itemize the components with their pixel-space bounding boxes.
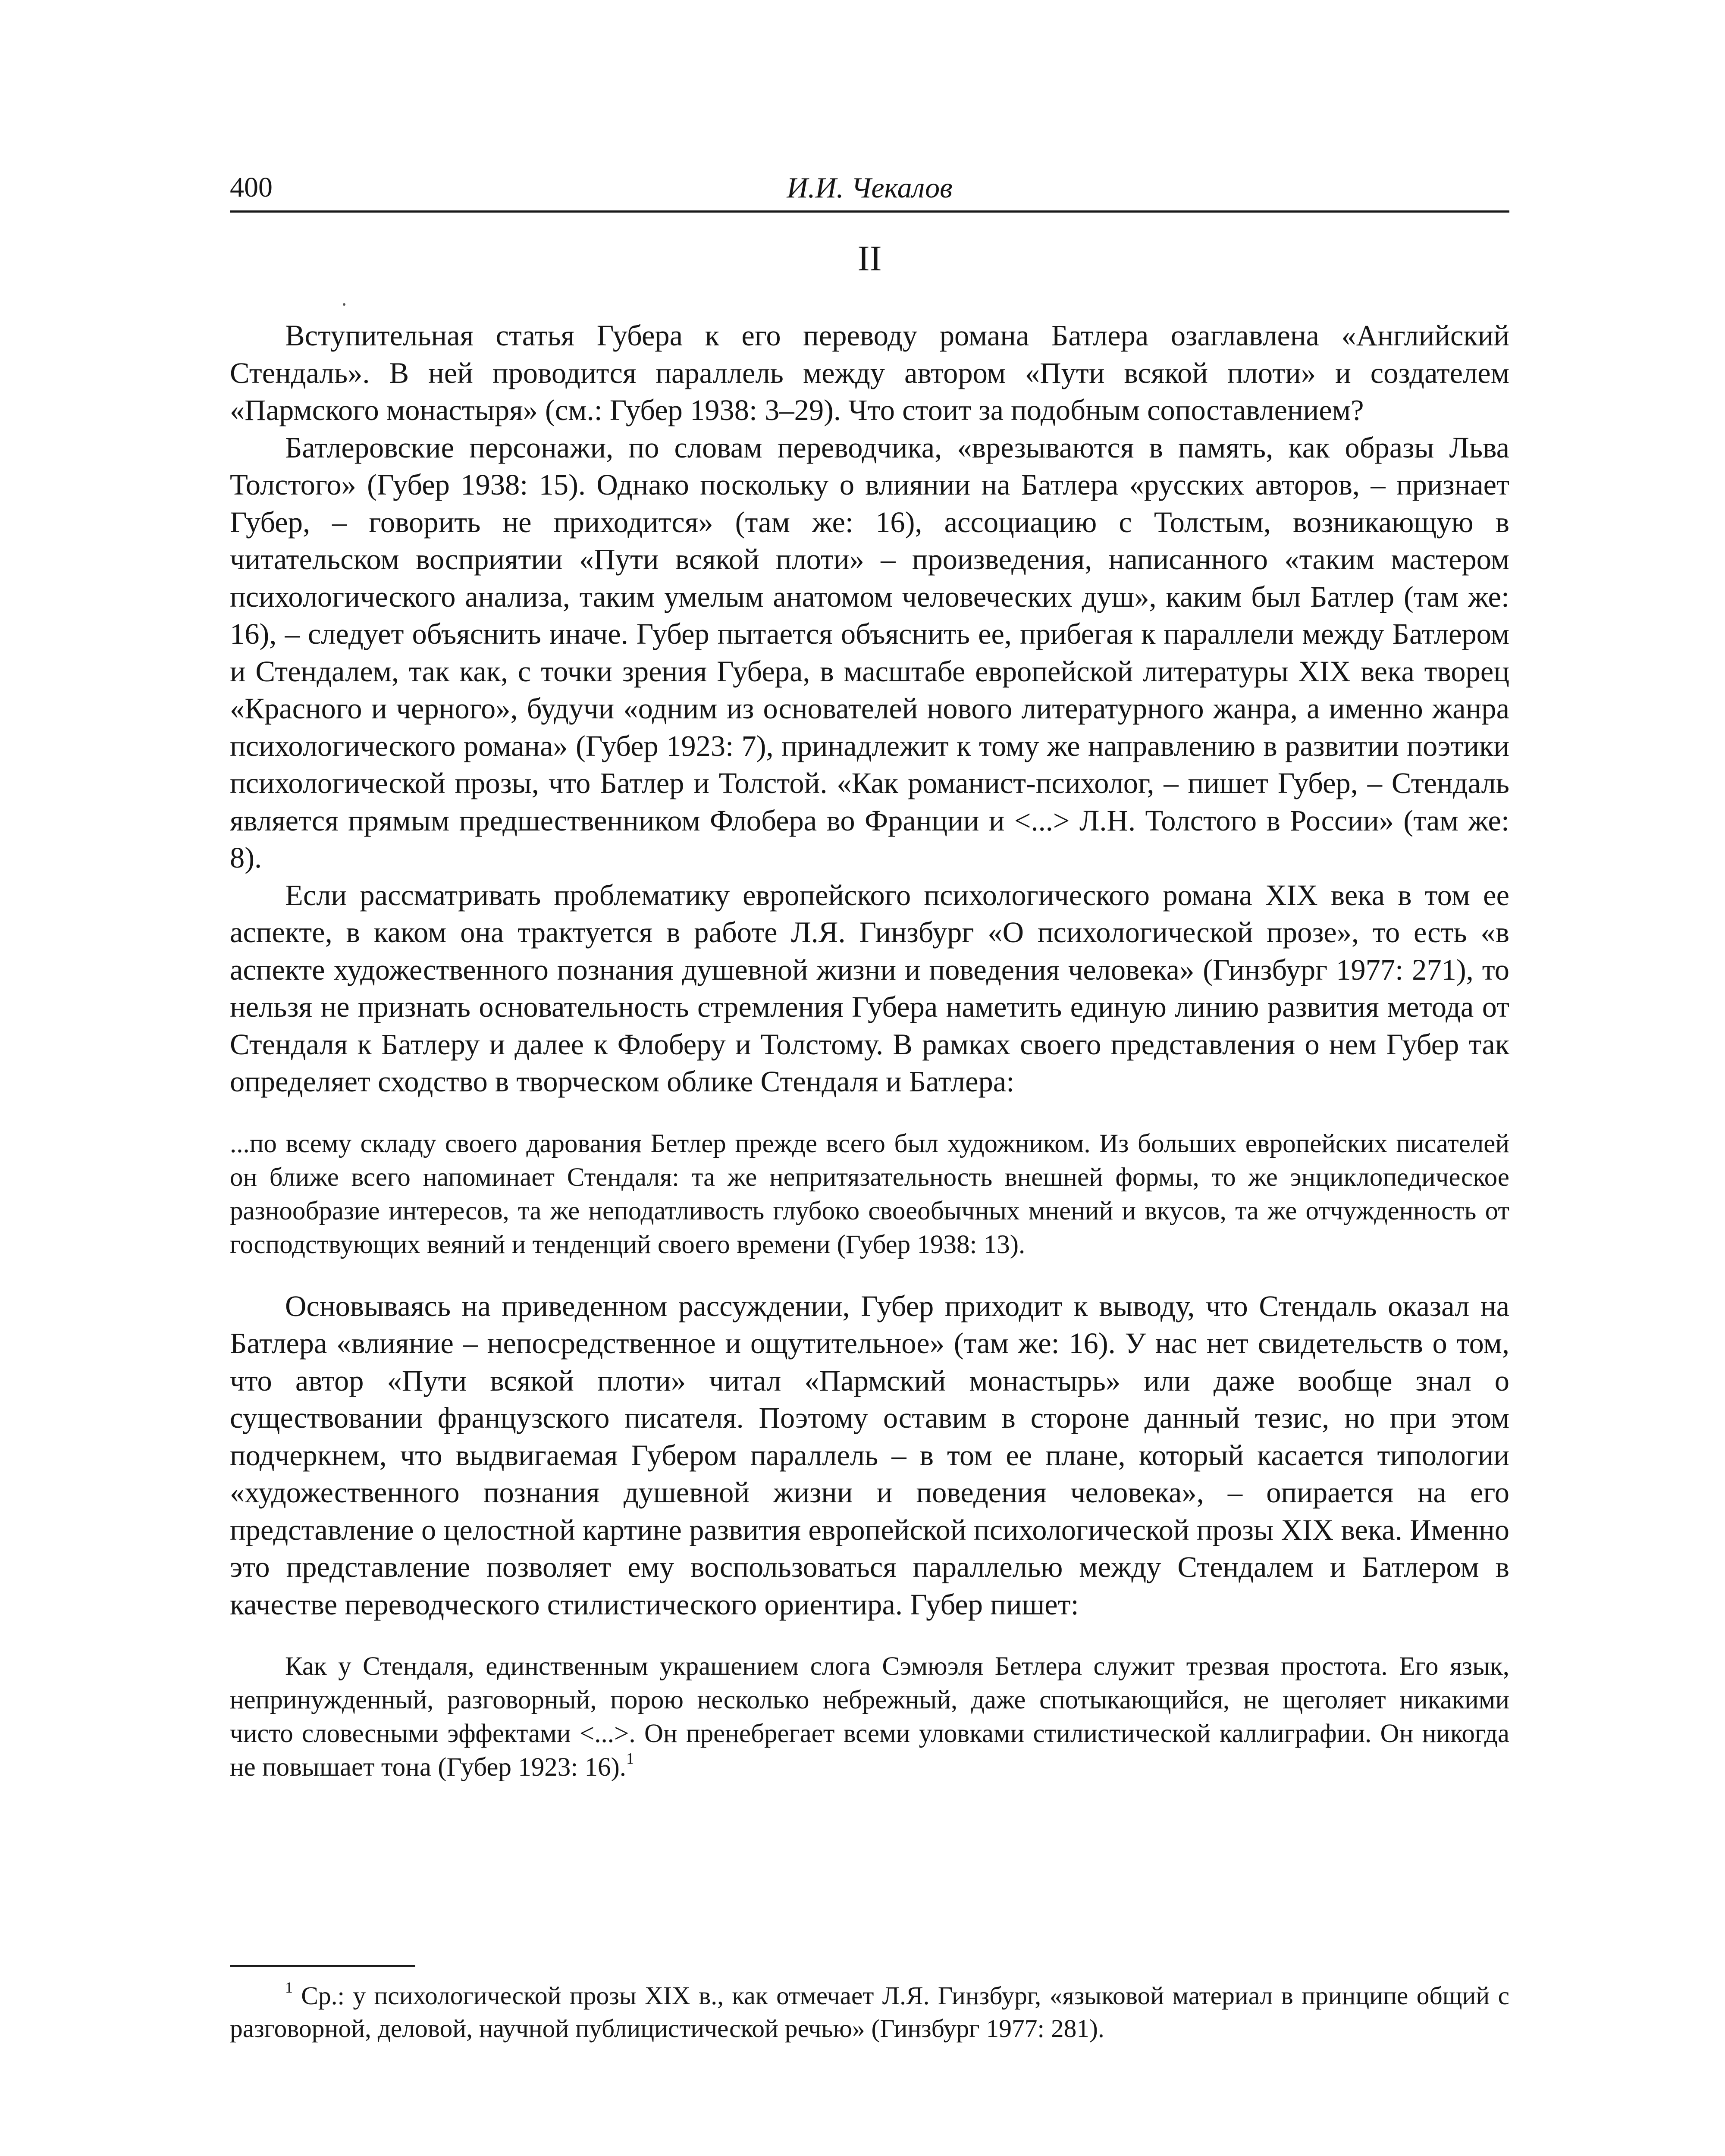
block-quote: ...по всему складу своего дарования Бетлер прежде всего был художником. Из больших европейских писателей он ближе всего напоминает Стендаля: та же непритязательность внешней формы, то же энциклопедическое разнообразие интересов, та же неподатливость глубоко своеобычных мнений и вкусов, та же отчужденность от господствующих веяний и тенденций своего времени (Губер 1938: 13).: [230, 1129, 1509, 1259]
footnote-reference: 1: [626, 1749, 634, 1767]
section-heading: II: [857, 238, 882, 279]
footnote-rule: [230, 1965, 415, 1967]
paragraph: Батлеровские персонажи, по словам переводчика, «врезываются в память, как образы Льва Толстого» (Губер 1938: 15). Однако поскольку о влиянии на Батлера «русских авторов, – признает Губер, – говорить не приходится» (там же: 16), ассоциацию с Толстым, возникающую в читательском восприятии «Пути всякой плоти» – произведения, написанного «таким мастером психологического анализа, таким умелым анатомом человеческих душ», каким был Батлер (там же: 16), – следует объяснить иначе. Губер пытается объяснить ее, прибегая к параллели между Батлером и Стендалем, так как, с точки зрения Губера, в масштабе европейской литературы XIX века творец «Красного и черного», будучи «одним из основателей нового литературного жанра, а именно жанра психологического романа» (Губер 1923: 7), принадлежит к тому же направлению в развитии поэтики психологической прозы, что Батлер и Толстой. «Как романист-психолог, – пишет Губер, – Стендаль является прямым предшественником Флобера во Франции и <...> Л.Н. Толстого в России» (там же: 8).: [230, 431, 1509, 874]
footnote-text: Ср.: у психологической прозы XIX в., как отмечает Л.Я. Гинзбург, «языковой материал в принципе общий с разговорной, деловой, научной публицистической речью» (Гинзбург 1977: 281).: [230, 1981, 1509, 2043]
footnote: [230, 1979, 1509, 2045]
body-text: [230, 317, 1509, 1810]
footnote-marker: 1: [285, 1979, 293, 1996]
running-head: [230, 164, 1509, 211]
print-speck: [343, 303, 345, 306]
block-quote-text: Как у Стендаля, единственным украшением слога Сэмюэля Бетлера служит трезвая простота. Его язык, непринужденный, разговорный, порою несколько небрежный, даже спотыкающийся, не щеголяет никакими чисто словесными эффектами <...>. Он пренебрегает всеми уловками стилистической каллиграфии. Он никогда не повышает тона (Губер 1923: 16).: [230, 1652, 1509, 1782]
page-number: 400: [230, 172, 273, 203]
paragraph: Вступительная статья Губера к его переводу романа Батлера озаглавлена «Английский Стендаль». В ней проводится параллель между автором «Пути всякой плоти» и создателем «Пармского монастыря» (см.: Губер 1938: 3–29). Что стоит за подобным сопоставлением?: [230, 319, 1509, 426]
header-rule: [230, 210, 1509, 213]
block-quote: [230, 1650, 1509, 1784]
running-title: И.И. Чекалов: [787, 171, 953, 204]
paragraph: Основываясь на приведенном рассуждении, Губер приходит к выводу, что Стендаль оказал на Батлера «влияние – непосредственное и ощутительное» (там же: 16). У нас нет свидетельств о том, что автор «Пути всякой плоти» читал «Пармский монастырь» или даже вообще знал о существовании французского писателя. Поэтому оставим в стороне данный тезис, но при этом подчеркнем, что выдвигаемая Губером параллель – в том ее плане, который касается типологии «художественного познания душевной жизни и поведения человека», – опирается на его представление о целостной картине развития европейской психологической прозы XIX века. Именно это представление позволяет ему воспользоваться параллелью между Стендалем и Батлером в качестве переводческого стилистического ориентира. Губер пишет:: [230, 1289, 1509, 1621]
paragraph: Если рассматривать проблематику европейского психологического романа XIX века в том ее аспекте, в каком она трактуется в работе Л.Я. Гинзбург «О психологической прозе», то есть «в аспекте художественного познания душевной жизни и поведения человека» (Гинзбург 1977: 271), то нельзя не признать основательность стремления Губера наметить единую линию развития метода от Стендаля к Батлеру и далее к Флоберу и Толстому. В рамках своего представления о нем Губер так определяет сходство в творческом облике Стендаля и Батлера:: [230, 878, 1509, 1098]
